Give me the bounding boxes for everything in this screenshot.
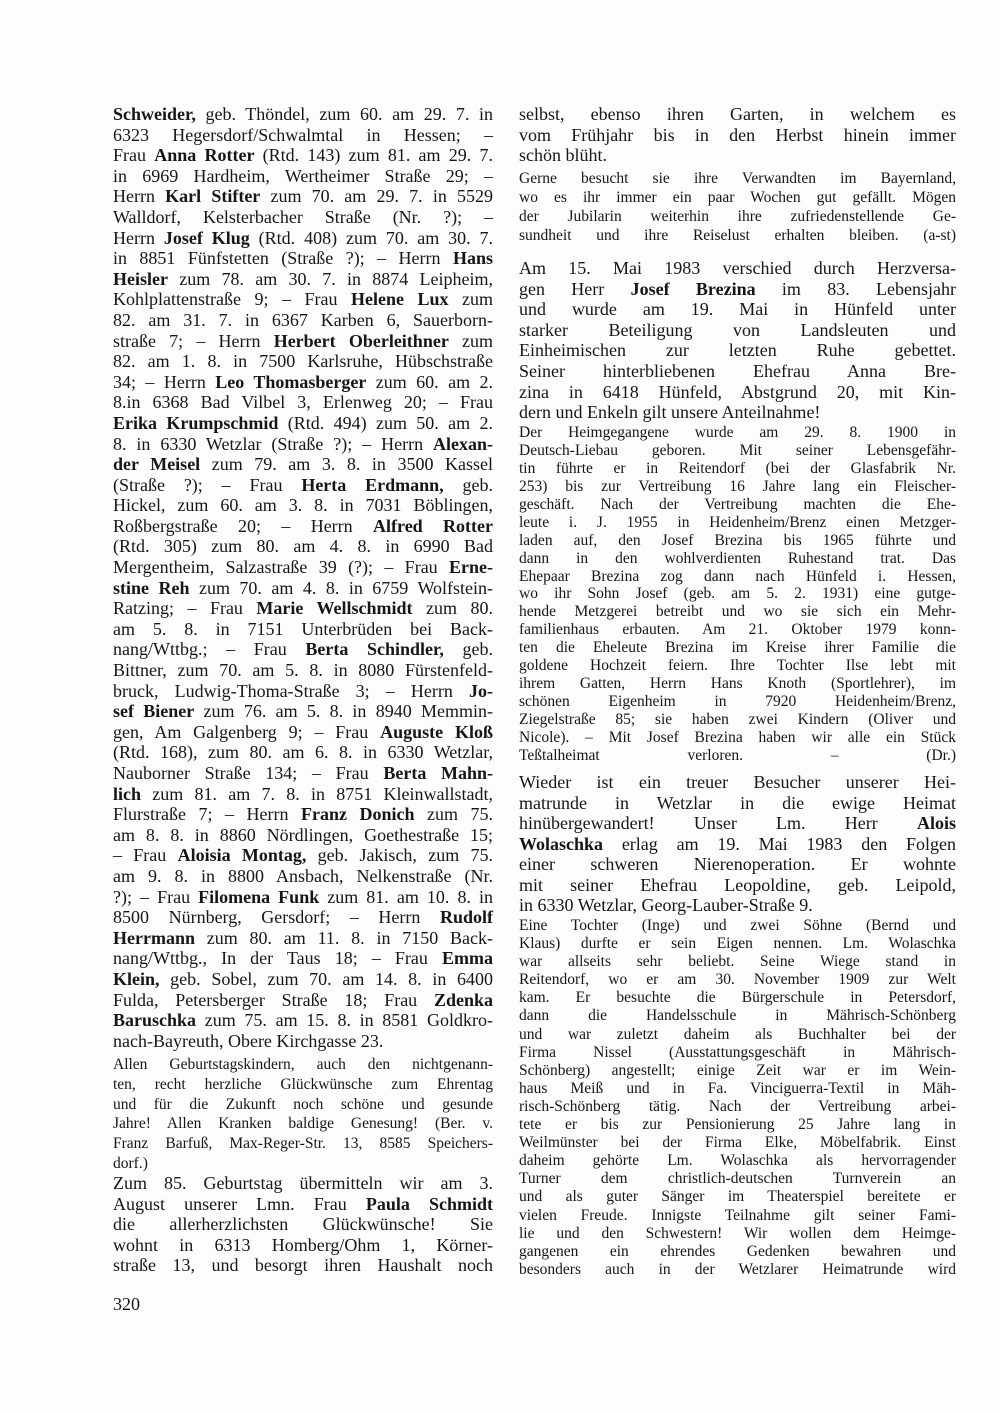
text-run: in 8851 Fünfstetten (Straße ?); – Herrn (113, 248, 453, 269)
text-run: Bittner, zum 70. am 5. 8. in 8080 Fürstenfeld- (113, 660, 493, 681)
text-run: Seiner hinterbliebenen Ehefrau Anna Bre- (519, 360, 956, 381)
text-line (519, 382, 956, 403)
text-run: Mergentheim, Salzastraße 39 (?); – Frau (113, 557, 449, 578)
page-number: 320 (113, 1294, 140, 1314)
obituary-brezina-intro (519, 258, 956, 423)
text-run: im 83. Lebensjahr (755, 278, 956, 299)
bold-name: Helene Lux (350, 289, 449, 310)
text-line (519, 402, 956, 423)
text-run: (Straße ?); – Frau (113, 474, 302, 495)
text-line (519, 895, 956, 916)
text-run: nang/Wttbg.; – Frau (113, 639, 306, 660)
text-run: zum 79. am 3. 8. in 3500 Kassel (200, 454, 493, 475)
text-run: (Rtd. 168), zum 80. am 6. 8. in 6330 Wetzlar, (113, 742, 493, 763)
bold-name: Paula Schmidt (365, 1193, 493, 1214)
text-line (113, 310, 493, 331)
text-run: schönen Eigenheim in 7920 Heidenheim/Brenz, (519, 693, 956, 711)
text-run: laden auf, den Josef Brezina bis 1965 führte und (519, 531, 956, 549)
birthday-greetings-note (113, 1055, 493, 1174)
text-line (519, 1243, 956, 1261)
text-line (113, 351, 493, 372)
text-line (113, 990, 493, 1011)
text-run: nang/Wttbg., In der Taus 18; – Frau (113, 948, 442, 969)
text-run: Herrn (113, 186, 166, 207)
text-run: gen, Am Galgenberg 9; – Frau (113, 721, 381, 742)
text-line (113, 928, 493, 949)
bold-name: Herta Erdmann, (301, 474, 444, 495)
text-run: Ratzing; – Frau (113, 598, 257, 619)
text-run: am 5. 8. in 7151 Unterbrüden bei Back- (113, 618, 493, 639)
text-run: bruck, Ludwig-Thoma-Straße 3; – Herrn (113, 680, 469, 701)
text-line (113, 784, 493, 805)
text-line (113, 578, 493, 599)
text-line (519, 299, 956, 320)
text-run: und war zuletzt daheim als Buchhalter bei der (519, 1025, 956, 1043)
text-line (113, 557, 493, 578)
text-run: 34; – Herrn (113, 371, 216, 392)
text-line (519, 657, 956, 675)
text-line (519, 693, 956, 711)
text-line (113, 125, 493, 146)
text-line (519, 621, 956, 639)
text-line (519, 320, 956, 341)
text-line (519, 442, 956, 460)
text-run: geb. Sobel, zum 70. am 14. 8. in 6400 (159, 968, 493, 989)
text-line (519, 1152, 956, 1170)
bold-name: Josef Brezina (630, 278, 756, 299)
text-run: kam. Er besuchte die Bürgerschule in Petersdorf, (519, 989, 956, 1007)
text-line (113, 495, 493, 516)
text-line (113, 1055, 493, 1075)
text-line (519, 1098, 956, 1116)
text-run: wo ihr Sohn Josef (geb. am 5. 2. 1931) eine gutge- (519, 585, 956, 603)
bold-name: stine Reh (113, 577, 190, 598)
text-line (519, 813, 956, 834)
text-line (519, 1170, 956, 1188)
text-run: erlag am 19. Mai 1983 den Folgen (603, 833, 956, 854)
text-run: straße 7; – Herrn (113, 330, 274, 351)
bold-name: Herrmann (113, 927, 195, 948)
text-line (113, 454, 493, 475)
bold-name: Zdenka (433, 989, 493, 1010)
text-run: gangenen ein ehrendes Gedenken bewahren und (519, 1242, 956, 1260)
text-run: zum (448, 330, 493, 351)
bold-name: Auguste Kloß (380, 721, 493, 742)
text-run: matrunde in Wetzlar in die ewige Heimat (519, 792, 956, 813)
bold-name: Jo- (469, 680, 493, 701)
text-line (113, 1010, 493, 1031)
text-line (113, 804, 493, 825)
text-line (113, 207, 493, 228)
text-run: (Rtd. 494) zum 50. am 2. (278, 412, 493, 433)
text-line (113, 1154, 493, 1174)
text-run: Turner dem christlich-deutschen Turnverein an (519, 1170, 956, 1188)
text-run: Franz Barfuß, Max-Reger-Str. 13, 8585 Speichers- (113, 1135, 493, 1153)
text-run: lie und den Schwestern! Wir wollen dem Heimge- (519, 1224, 956, 1242)
text-line (519, 496, 956, 514)
text-run: daheim gehörte Lm. Wolaschka als hervorragender (519, 1152, 956, 1170)
text-line (519, 603, 956, 621)
text-line (113, 1255, 493, 1276)
text-line (113, 1194, 493, 1215)
text-line (113, 516, 493, 537)
text-line (519, 1261, 956, 1279)
bold-name: Herbert Oberleithner (273, 330, 449, 351)
obituary-wolaschka-details (519, 917, 956, 1279)
text-line (113, 907, 493, 928)
bold-name: Heisler (113, 268, 168, 289)
text-line (113, 1173, 493, 1194)
bold-name: Aloisia Montag, (177, 845, 307, 866)
bold-name: Anna Rotter (154, 145, 255, 166)
text-run: Hickel, zum 60. am 3. 8. in 7031 Böblingen, (113, 495, 493, 516)
text-line (519, 989, 956, 1007)
text-run: 8.in 6368 Bad Vilbel 3, Erlenweg 20; – Frau (113, 392, 493, 413)
text-line (113, 1114, 493, 1134)
text-line (519, 188, 956, 207)
text-line (113, 331, 493, 352)
bold-name: Alois (916, 813, 956, 833)
text-run: hende Metzgerei betreibt und wo sie sich ein Mehr- (519, 603, 956, 621)
bold-name: Karl Stifter (165, 186, 261, 207)
text-run: geb. (443, 639, 493, 660)
bold-name: Berta Schindler, (305, 639, 444, 660)
text-run: ten, recht herzliche Glückwünsche zum Ehrentag (113, 1075, 493, 1093)
text-line (519, 104, 956, 125)
text-run: wo es ihr immer ein paar Wochen gut gefällt. Mögen (519, 189, 956, 206)
text-run: wohnt in 6313 Homberg/Ohm 1, Körner- (113, 1234, 493, 1255)
text-line (113, 104, 493, 125)
text-line (519, 834, 956, 855)
text-run: geb. Thöndel, zum 60. am 29. 7. in (195, 104, 493, 124)
text-line (113, 166, 493, 187)
text-run: risch-Schönberg tätig. Nach der Vertreibung arbei- (519, 1097, 956, 1115)
text-run: Teßtalheimat verloren. – (Dr.) (519, 746, 956, 764)
text-line (519, 1225, 956, 1243)
text-line (519, 226, 956, 245)
text-line (519, 875, 956, 896)
text-run: (Rtd. 408) zum 70. am 30. 7. (249, 227, 493, 248)
text-line (519, 854, 956, 875)
text-run: Nicole). – Mit Josef Brezina haben wir alle ein Stück (519, 728, 956, 746)
text-run: starker Beteiligung von Landsleuten und (519, 319, 956, 340)
text-line (113, 475, 493, 496)
text-run: zum 81. am 10. 8. in (319, 886, 494, 907)
text-run: goldene Hochzeit feiern. Ihre Tochter Ilse lebt mit (519, 657, 956, 675)
bold-name: Baruschka (113, 1010, 197, 1031)
text-line (113, 619, 493, 640)
text-line (519, 568, 956, 586)
text-run: und wurde am 19. Mai in Hünfeld unter (519, 299, 956, 320)
text-run: ihrem Gatten, Herrn Hans Knoth (Sportlehrer), im (519, 675, 956, 693)
text-line (113, 1075, 493, 1095)
text-run: einer schweren Nierenoperation. Er wohnte (519, 854, 956, 874)
text-line (113, 845, 493, 866)
text-run: am 8. 8. in 8860 Nördlingen, Goethestraße 15; (113, 824, 493, 845)
text-run: am 9. 8. in 8800 Ansbach, Nelkenstraße (Nr. (113, 865, 493, 886)
text-line (519, 1080, 956, 1098)
text-run: Herrn (113, 227, 164, 248)
text-line (519, 1007, 956, 1025)
text-run: Allen Geburtstagskindern, auch den nichtgenann- (113, 1056, 493, 1073)
text-run: geb. (443, 474, 493, 495)
text-line (519, 971, 956, 989)
text-line (113, 536, 493, 557)
text-line (113, 701, 493, 722)
text-run: Ziegelstraße 85; sie haben zwei Kindern (Oliver und (519, 711, 956, 728)
text-line (519, 532, 956, 550)
text-run: (Rtd. 305) zum 80. am 4. 8. in 6990 Bad (113, 536, 493, 557)
text-line (113, 269, 493, 290)
text-run: leute i. J. 1955 in Heidenheim/Brenz einen Metzger- (519, 513, 956, 531)
text-line (113, 1134, 493, 1154)
text-line (519, 514, 956, 532)
text-run: sundheit und ihre Reiselust erhalten bleiben. (a-st) (519, 227, 956, 244)
text-line (519, 340, 956, 361)
text-run: 253) bis zur Vertreibung 16 Jahre lang ein Fleischer- (519, 477, 956, 495)
text-run: Ehepaar Brezina zog dann nach Hünfeld i. Hessen, (519, 567, 956, 585)
text-run: zum 70. am 4. 8. in 6759 Wolfstein- (189, 577, 493, 598)
text-run: geschäft. Nach der Vertreibung machten die Ehe- (519, 495, 956, 513)
text-run: zum 60. am 2. (366, 371, 493, 392)
text-run: mit seiner Ehefrau Leopoldine, geb. Leipold, (519, 874, 956, 895)
text-line (113, 969, 493, 990)
text-line (519, 1207, 956, 1225)
bold-name: Wolaschka (519, 833, 604, 854)
bold-name: der Meisel (113, 454, 201, 475)
text-run: in 6330 Wetzlar, Georg-Lauber-Straße 9. (519, 895, 813, 915)
text-run: dorf.) (113, 1154, 148, 1172)
garden-paragraph-continuation (519, 104, 956, 166)
text-run: zum 70. am 29. 7. in 5529 (260, 186, 493, 207)
text-run: zum 75. am 15. 8. in 8581 Goldkro- (196, 1010, 493, 1031)
text-run: Nauborner Straße 134; – Frau (113, 763, 384, 783)
text-run: schön blüht. (519, 145, 607, 165)
text-run: vom Frühjahr bis in den Herbst hinein immer (519, 124, 956, 145)
bayernland-note (519, 169, 956, 245)
text-run: Deutsch-Liebau geboren. Mit seiner Lebensgefähr- (519, 441, 956, 459)
text-run: dann die Handelsschule in Mährisch-Schönberg (519, 1007, 956, 1025)
text-run: besonders auch in der Wetzlarer Heimatrunde wird (519, 1260, 956, 1278)
text-line (113, 413, 493, 434)
text-run: Kohlplattenstraße 9; – Frau (113, 289, 351, 310)
text-line (519, 585, 956, 603)
text-line (113, 742, 493, 763)
text-run: Firma Nissel (Ausstattungsgeschäft in Mährisch- (519, 1043, 956, 1061)
text-line (113, 866, 493, 887)
text-line (519, 729, 956, 747)
text-line (113, 145, 493, 166)
text-run: Eine Tochter (Inge) und zwei Söhne (Bernd und (519, 917, 956, 934)
text-run: zum 76. am 5. 8. in 8940 Memmin- (194, 701, 493, 722)
text-line (519, 207, 956, 226)
text-line (519, 424, 956, 442)
text-run: in 6969 Hardheim, Wertheimer Straße 29; – (113, 165, 493, 186)
text-run: ten die Eheleute Brezina im Kreise ihrer Familie die (519, 639, 956, 657)
text-line (519, 478, 956, 496)
text-line (519, 258, 956, 279)
85th-birthday-paragraph (113, 1173, 493, 1276)
text-run: zina in 6418 Hünfeld, Abstgrund 20, mit Kin- (519, 381, 956, 402)
text-line (519, 1044, 956, 1062)
text-line (519, 1116, 956, 1134)
text-line (113, 887, 493, 908)
text-line (113, 434, 493, 455)
text-run: (Rtd. 143) zum 81. am 29. 7. (254, 145, 493, 166)
text-run: 8. in 6330 Wetzlar (Straße ?); – Herrn (113, 433, 433, 454)
text-run: selbst, ebenso ihren Garten, in welchem es (519, 104, 956, 124)
text-line (113, 825, 493, 846)
bold-name: Hans (452, 248, 493, 269)
text-run: Weilmünster bei der Firma Elke, Möbelfabrik. Einst (519, 1134, 956, 1152)
text-line (519, 460, 956, 478)
text-run: und als guter Sänger im Theaterspiel bereitete er (519, 1188, 956, 1206)
bold-name: sef Biener (113, 701, 195, 722)
bold-name: Marie Wellschmidt (256, 598, 413, 619)
text-line (113, 948, 493, 969)
text-line (113, 186, 493, 207)
text-line (113, 1214, 493, 1235)
text-line (113, 1031, 493, 1052)
text-run: Der Heimgegangene wurde am 29. 8. 1900 in (519, 424, 956, 441)
text-run: Klaus) durfte er sein Eigen nennen. Lm. Wolaschka (519, 935, 956, 953)
text-line (113, 289, 493, 310)
text-line (113, 598, 493, 619)
bold-name: lich (113, 783, 142, 804)
bold-name: Schweider, (113, 104, 196, 124)
text-line (113, 248, 493, 269)
text-run: tete er bis zur Pensionierung 25 Jahre lang in (519, 1116, 956, 1134)
text-run: zum 81. am 7. 8. in 8751 Kleinwallstadt, (141, 783, 493, 804)
bold-name: Filomena Funk (198, 886, 320, 907)
text-line (519, 1026, 956, 1044)
text-line (113, 1235, 493, 1256)
text-line (519, 361, 956, 382)
text-run: zum 78. am 30. 7. in 8874 Leipheim, (167, 268, 493, 289)
bold-name: Berta Mahn- (383, 763, 494, 783)
text-run: gen Herr (519, 278, 631, 299)
text-run: dann in den wohlverdienten Ruhestand trat. Das (519, 549, 956, 567)
text-run: und für die Zukunft noch schöne und gesunde (113, 1095, 493, 1113)
text-run: der Jubilarin weiterhin ihre zufriedenstellende Ge- (519, 208, 956, 225)
text-run: geb. Jakisch, zum 75. (306, 845, 493, 866)
text-line (519, 1062, 956, 1080)
text-line (519, 279, 956, 300)
text-run: Einheimischen zur letzten Ruhe gebettet. (519, 340, 956, 361)
bold-name: Alfred Rotter (373, 515, 494, 536)
text-run: Flurstraße 7; – Herrn (113, 804, 301, 825)
bold-name: Leo Thomasberger (215, 371, 367, 392)
text-run: straße 13, und besorgt ihren Haushalt noch (113, 1255, 493, 1275)
text-line (113, 228, 493, 249)
text-run: vielen Freude. Innigste Teilnahme gilt seiner Fami- (519, 1206, 956, 1224)
bold-name: Erne- (449, 557, 493, 578)
text-run: dern und Enkeln gilt unsere Anteilnahme! (519, 402, 821, 423)
text-run: Jahre! Allen Kranken baldige Genesung! (Ber. v. (113, 1115, 493, 1133)
text-line (519, 125, 956, 146)
text-run: Fulda, Petersberger Straße 18; Frau (113, 989, 434, 1010)
text-line (113, 1095, 493, 1115)
text-line (519, 145, 956, 166)
text-line (519, 772, 956, 793)
text-run: zum (448, 289, 493, 310)
text-line (113, 660, 493, 681)
text-line (519, 1134, 956, 1152)
text-run: Roßbergstraße 20; – Herrn (113, 515, 374, 536)
text-run: zum 75. (414, 804, 493, 825)
bold-name: Alexan- (433, 433, 493, 454)
text-run: zum 80. (412, 598, 493, 619)
text-line (519, 935, 956, 953)
text-run: 8500 Nürnberg, Gersdorf; – Herrn (113, 907, 440, 928)
text-line (519, 793, 956, 814)
text-run: die allerherzlichsten Glückwünsche! Sie (113, 1214, 493, 1234)
text-run: haus Meiß und in Fa. Vinciguerra-Textil in Mäh- (519, 1079, 956, 1097)
text-run: nach-Bayreuth, Obere Kirchgasse 23. (113, 1030, 384, 1051)
bold-name: Josef Klug (163, 227, 250, 248)
text-run: war allseits sehr beliebt. Seine Wiege stand in (519, 953, 956, 971)
text-line (519, 550, 956, 568)
text-run: Reitendorf, wo er am 30. November 1909 zur Welt (519, 971, 956, 989)
obituary-wolaschka-intro (519, 772, 956, 916)
text-run: ?); – Frau (113, 886, 199, 907)
text-line (113, 372, 493, 393)
text-run: Zum 85. Geburtstag übermitteln wir am 3. (113, 1173, 493, 1193)
text-line (519, 953, 956, 971)
text-line (519, 169, 956, 188)
text-line (519, 711, 956, 729)
text-line (113, 722, 493, 743)
text-run: 82. am 31. 7. in 6367 Karben 6, Sauerborn- (113, 309, 493, 330)
text-run: 82. am 1. 8. in 7500 Karlsruhe, Hübschstraße (113, 351, 493, 372)
text-line (113, 763, 493, 784)
bold-name: Emma (442, 948, 493, 969)
text-run: tin führte er in Reitendorf (bei der Glasfabrik Nr. (519, 459, 956, 477)
text-run: Frau (113, 145, 155, 166)
text-line (519, 1188, 956, 1206)
text-line (113, 681, 493, 702)
text-run: Am 15. Mai 1983 verschied durch Herzversa- (519, 258, 956, 278)
text-line (519, 639, 956, 657)
text-run: Wieder ist ein treuer Besucher unserer Hei- (519, 772, 956, 792)
text-line (519, 675, 956, 693)
text-line (519, 917, 956, 935)
text-run: familienhaus erbauten. Am 21. Oktober 1979 konn- (519, 621, 956, 639)
text-line (113, 639, 493, 660)
obituary-brezina-details (519, 424, 956, 765)
text-run: zum 80. am 11. 8. in 7150 Back- (194, 927, 493, 948)
text-run: Gerne besucht sie ihre Verwandten im Bayernland, (519, 170, 956, 187)
text-run: Walldorf, Kelsterbacher Straße (Nr. ?); – (113, 206, 493, 227)
text-line (113, 392, 493, 413)
text-run: Schönberg) angestellt; einige Zeit war er im Wein- (519, 1061, 956, 1079)
text-run: 6323 Hegersdorf/Schwalmtal in Hessen; – (113, 124, 493, 145)
birthday-list-paragraph (113, 104, 493, 1051)
text-line (519, 747, 956, 765)
bold-name: Klein, (113, 968, 160, 989)
text-run: hinübergewandert! Unser Lm. Herr (519, 813, 917, 833)
bold-name: Franz Donich (300, 804, 415, 825)
bold-name: Rudolf (439, 907, 493, 928)
text-run: – Frau (113, 845, 178, 866)
text-run: August unserer Lmn. Frau (113, 1193, 366, 1214)
bold-name: Erika Krumpschmid (113, 412, 279, 433)
